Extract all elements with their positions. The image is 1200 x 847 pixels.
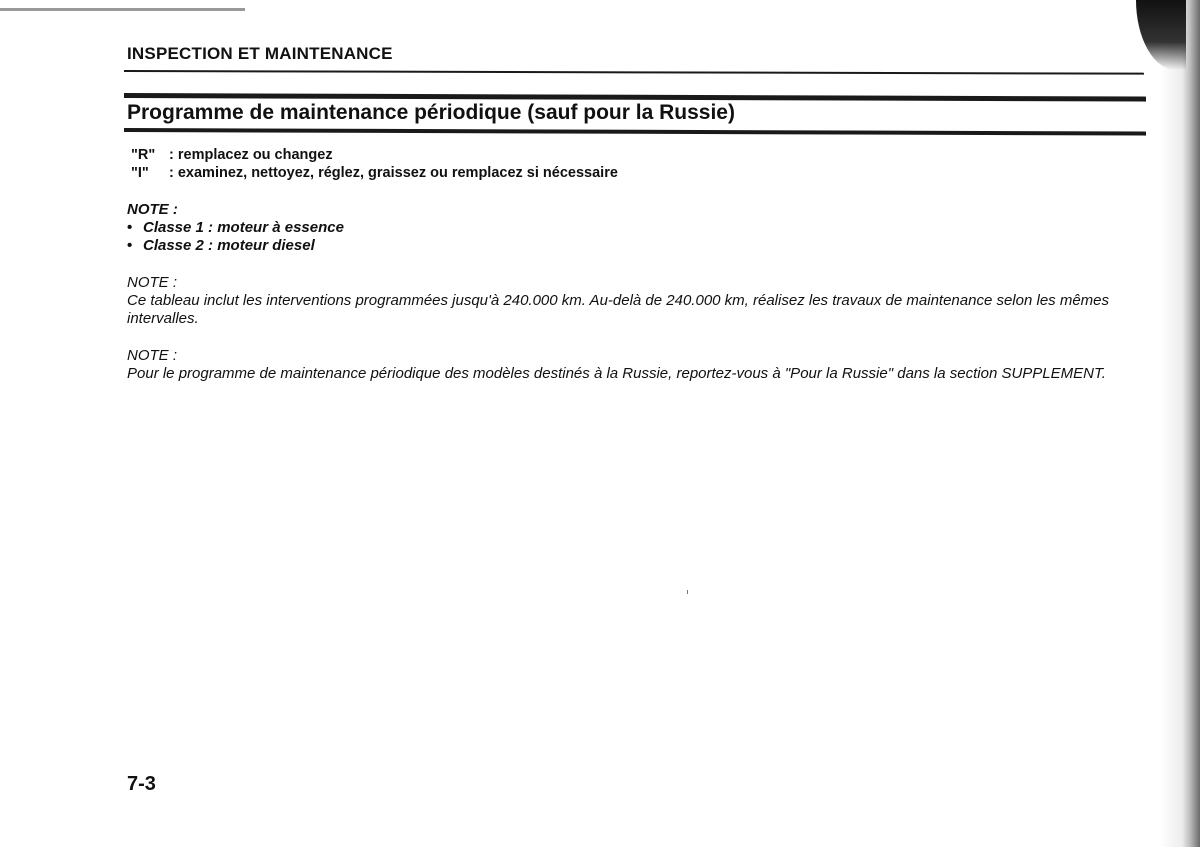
note-intervals <box>127 274 1149 328</box>
page-title: Programme de maintenance périodique (sauf pour la Russie) <box>127 101 735 124</box>
note-text: Ce tableau inclut les interventions programmées jusqu'à 240.000 km. Au-delà de 240.000 km, réalisez les travaux de maintenance selon les mêmes intervalles. <box>127 292 1110 327</box>
title-rule-bottom <box>124 128 1146 136</box>
list-item <box>127 237 344 255</box>
legend-text: : remplacez ou changez <box>169 147 333 163</box>
list-item <box>127 219 344 237</box>
note-label: NOTE : <box>127 347 178 364</box>
note-text: Pour le programme de maintenance périodique des modèles destinés à la Russie, reportez-vous à "Pour la Russie" dans la section SUPPLEMENT. <box>127 365 1106 382</box>
scan-speck <box>687 590 688 594</box>
page-corner-shadow <box>1136 0 1186 70</box>
legend-code: "R" <box>131 147 156 163</box>
note-classes <box>127 201 344 255</box>
legend-code: "I" <box>131 165 149 181</box>
legend-row-r <box>131 146 618 164</box>
page-number: 7-3 <box>127 773 156 795</box>
section-header: INSPECTION ET MAINTENANCE <box>127 44 393 63</box>
legend <box>131 146 618 182</box>
bullet-icon: • <box>127 237 133 254</box>
page-spine-shadow <box>1160 0 1200 847</box>
note-label: NOTE : <box>127 274 178 291</box>
legend-row-i <box>131 164 618 182</box>
bullet-icon: • <box>127 219 133 236</box>
note-russia <box>127 347 1149 383</box>
list-item-text: Classe 1 : moteur à essence <box>143 219 344 236</box>
legend-text: : examinez, nettoyez, réglez, graissez ou remplacez si nécessaire <box>169 165 618 181</box>
list-item-text: Classe 2 : moteur diesel <box>143 237 315 254</box>
header-rule <box>124 70 1144 75</box>
note-label: NOTE : <box>127 201 178 218</box>
top-edge-line <box>0 8 245 11</box>
